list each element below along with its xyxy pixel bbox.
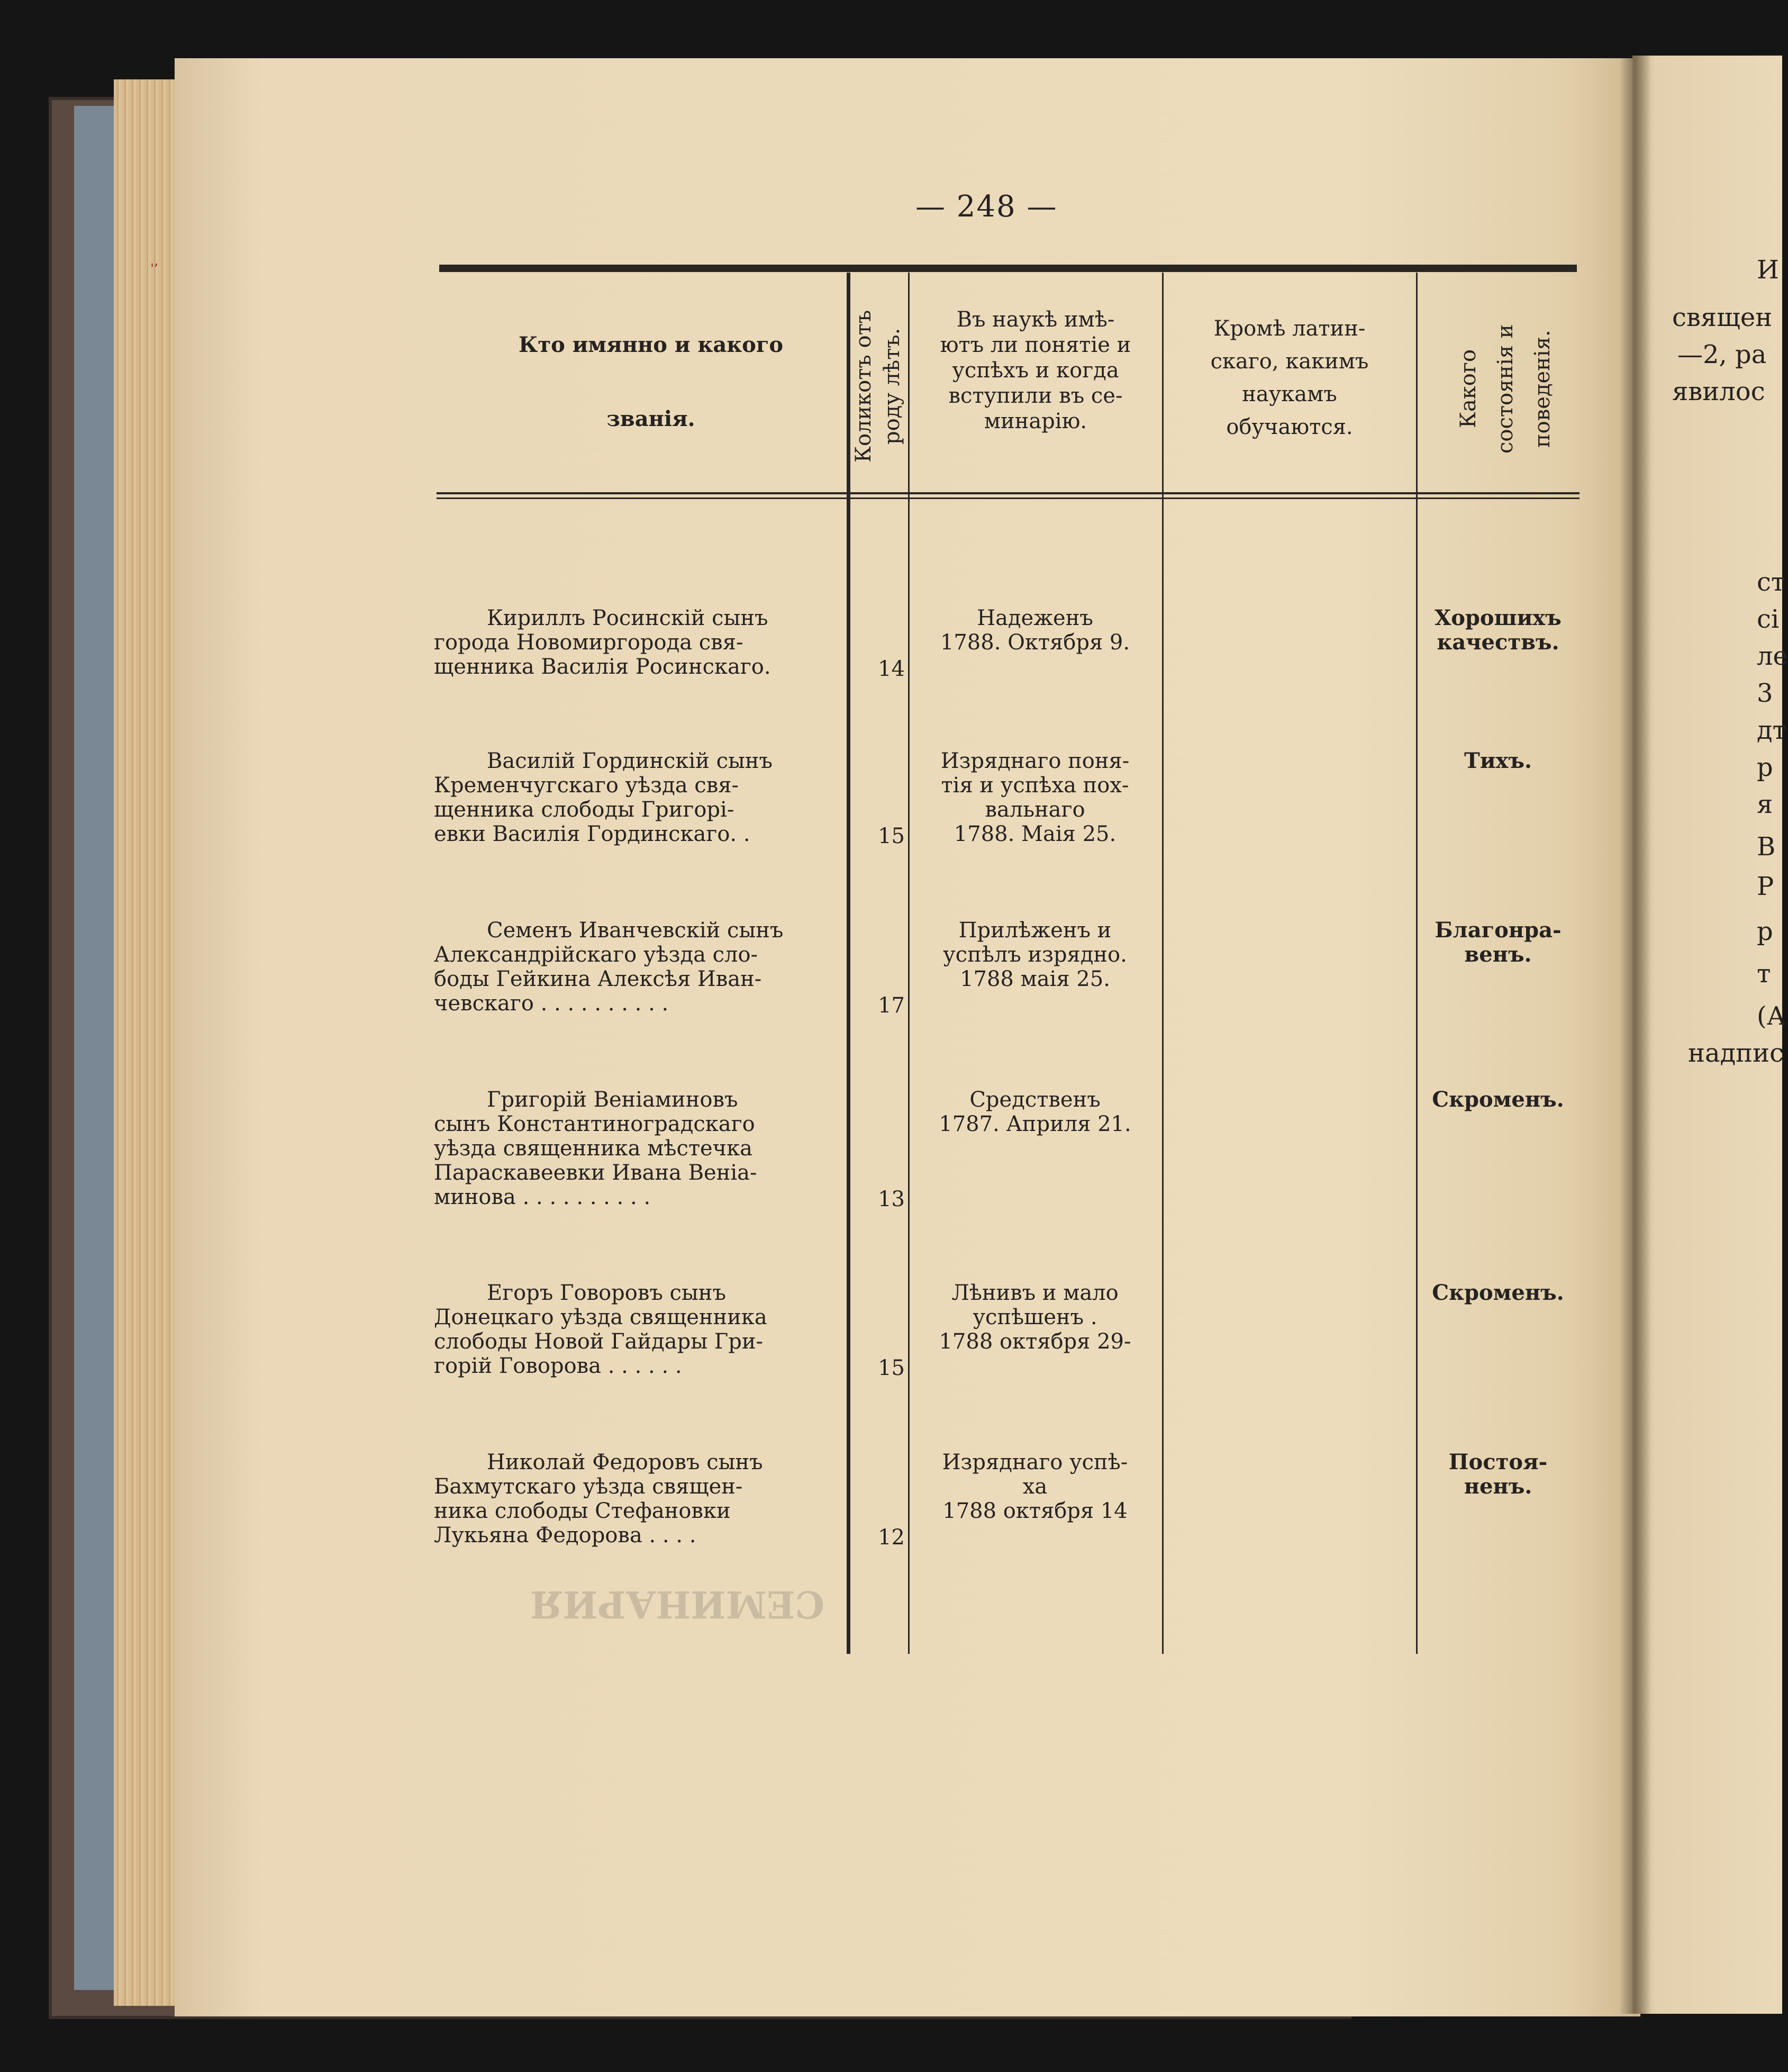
row-age: 12 — [878, 1525, 905, 1550]
row-science-line: 1787. Априля 21. — [939, 1112, 1131, 1136]
row-science-line: 1788 маія 25. — [960, 967, 1110, 991]
header-other-line: скаго, какимъ — [1210, 349, 1369, 374]
right-page-fragment: надпис — [1688, 1038, 1784, 1068]
row-name-line: евки Василія Гординскаго. . — [434, 822, 750, 846]
row-conduct — [1421, 1281, 1575, 1305]
row-name — [434, 606, 833, 679]
row-name-line: чевскаго . . . . . . . . . . — [434, 991, 669, 1016]
row-science-line: Надеженъ — [977, 606, 1093, 630]
right-page-fragment: В — [1757, 832, 1776, 862]
right-page-fragment: р — [1757, 753, 1773, 782]
row-science-line: Изряднаго поня- — [940, 749, 1130, 773]
row-age: 14 — [878, 657, 905, 681]
right-page-fragment: сі — [1757, 604, 1780, 634]
row-name-line: Александрійскаго уѣзда сло- — [434, 943, 758, 967]
row-conduct-line: венъ. — [1464, 942, 1532, 967]
row-conduct — [1421, 749, 1575, 773]
row-name — [434, 918, 833, 1016]
row-name-line: Василій Гординскій сынъ — [487, 749, 773, 773]
right-page-fragment: ле — [1757, 641, 1788, 671]
right-page-fragment: 3 — [1757, 678, 1773, 708]
row-science — [909, 1281, 1161, 1354]
row-name-line: ника слободы Стефановки — [434, 1499, 731, 1523]
header-name-2: званія. — [606, 406, 695, 431]
row-age: 15 — [878, 824, 905, 848]
header-conduct: Какого состоянія и поведенія. — [1456, 324, 1555, 454]
row-conduct-line: Хорошихъ — [1435, 605, 1562, 630]
header-science-line: успѣхъ и когда — [952, 358, 1119, 383]
row-conduct-line: ненъ. — [1464, 1474, 1532, 1499]
row-name — [434, 1450, 833, 1548]
row-name-line: Кириллъ Росинскій сынъ — [487, 606, 768, 630]
row-name-line: Кременчугскаго уѣзда свя- — [434, 773, 739, 798]
row-conduct-line: качествъ. — [1437, 630, 1559, 655]
row-science-line: Изряднаго успѣ- — [942, 1450, 1128, 1474]
right-page-fragment: Р — [1757, 872, 1774, 901]
row-name-line: боды Гейкина Алексѣя Иван- — [434, 967, 762, 991]
right-page-fragment: явилос — [1672, 377, 1765, 406]
row-science-line: 1788. Октября 9. — [940, 630, 1130, 655]
header-science-line: минарію. — [984, 409, 1087, 433]
header-other-line: Кромѣ латин- — [1213, 316, 1366, 341]
row-conduct-line: Постоя- — [1448, 1450, 1548, 1474]
row-science — [909, 1088, 1161, 1136]
row-name-line: Егоръ Говоровъ сынъ — [487, 1281, 726, 1305]
right-page-fragment: ст — [1757, 567, 1785, 597]
right-page-fragment: —2, ра — [1677, 340, 1767, 369]
row-science-line: 1788 октября 29- — [939, 1329, 1131, 1354]
row-science — [909, 749, 1161, 846]
header-bottom-rule — [437, 492, 1580, 494]
row-name-line: Лукьяна Федорова . . . . — [434, 1523, 696, 1548]
row-science-line: 1788. Маія 25. — [954, 822, 1117, 846]
row-name-line: минова . . . . . . . . . . — [434, 1185, 651, 1209]
library-stamp: СЕМИНАРИЯ — [530, 1582, 825, 1626]
header-science-line: ютъ ли понятіе и — [940, 333, 1131, 357]
row-age: 15 — [878, 1356, 905, 1380]
row-name — [434, 1088, 833, 1209]
row-name-line: уѣзда священника мѣстечка — [434, 1136, 752, 1161]
row-name-line: щенника слободы Григорі- — [434, 798, 734, 822]
row-name — [434, 1281, 833, 1378]
right-page-fragment: И — [1757, 255, 1779, 285]
row-conduct-line: Тихъ. — [1464, 748, 1532, 773]
header-bottom-rule-2 — [437, 497, 1580, 499]
row-science-line: успѣлъ изрядно. — [943, 943, 1127, 967]
row-science — [909, 606, 1161, 655]
header-age: Коликотъ отъ роду лѣтъ. — [851, 310, 904, 463]
right-page-fragment: р — [1757, 917, 1773, 946]
header-other-line: обучаются. — [1226, 415, 1353, 439]
row-science-line: Лѣнивъ и мало — [951, 1281, 1119, 1305]
row-name-line: слободы Новой Гайдары Гри- — [434, 1329, 764, 1354]
header-science — [911, 307, 1160, 434]
row-name-line: горій Говорова . . . . . . — [434, 1354, 682, 1378]
row-age: 17 — [878, 993, 905, 1018]
col-divider-3 — [1162, 273, 1164, 1654]
right-page-fragment: (А — [1757, 1001, 1786, 1031]
row-science-line: вальнаго — [985, 798, 1085, 822]
row-name-line: щенника Василія Росинскаго. — [434, 655, 771, 679]
row-conduct — [1421, 1088, 1575, 1112]
right-page-fragment: т — [1757, 959, 1771, 989]
row-name-line: Бахмутскаго уѣзда священ- — [434, 1474, 743, 1499]
row-conduct-line: Благонра- — [1435, 918, 1562, 943]
header-science-line: вступили въ се- — [948, 384, 1123, 408]
row-name-line: сынъ Константиноградскаго — [434, 1112, 755, 1136]
row-name-line: Семенъ Иванчевскій сынъ — [487, 918, 784, 943]
row-science-line: ха — [1022, 1474, 1048, 1499]
right-page-fragment: я — [1757, 790, 1773, 819]
row-science-line: успѣшенъ . — [973, 1305, 1097, 1329]
row-name-line: Донецкаго уѣзда священника — [434, 1305, 767, 1329]
header-science-line: Въ наукѣ имѣ- — [956, 307, 1115, 332]
row-conduct — [1421, 1450, 1575, 1499]
row-name-line: Николай Федоровъ сынъ — [487, 1450, 763, 1474]
row-science-line: тія и успѣха пох- — [941, 773, 1129, 798]
row-age: 13 — [878, 1187, 905, 1211]
page-number: — 248 — — [915, 189, 1058, 224]
row-conduct-line: Скроменъ. — [1432, 1280, 1564, 1305]
row-conduct — [1421, 918, 1575, 967]
left-page — [175, 58, 1640, 2016]
row-science-line: Прилѣженъ и — [958, 918, 1112, 943]
row-science — [909, 918, 1161, 991]
header-name: Кто имянно и какого — [518, 332, 784, 357]
row-science-line: Средственъ — [969, 1088, 1101, 1112]
row-conduct-line: Скроменъ. — [1432, 1087, 1564, 1112]
right-page-fragment: священ — [1672, 303, 1773, 332]
row-name — [434, 749, 833, 846]
row-name-line: Параскавеевки Ивана Веніа- — [434, 1161, 757, 1185]
book-gutter — [1619, 56, 1651, 2014]
row-science — [909, 1450, 1161, 1523]
row-name-line: города Новомиргорода свя- — [434, 630, 743, 655]
header-other-sciences — [1165, 312, 1414, 444]
row-conduct — [1421, 606, 1575, 655]
row-science-line: 1788 октября 14 — [942, 1499, 1128, 1523]
header-other-line: наукамъ — [1242, 382, 1337, 406]
col-divider-4 — [1416, 273, 1418, 1654]
red-mark: ˌ‚ — [150, 253, 159, 269]
table-top-rule — [439, 265, 1577, 272]
right-page-fragment: дт — [1757, 716, 1787, 745]
row-name-line: Григорій Веніаминовъ — [487, 1088, 738, 1112]
